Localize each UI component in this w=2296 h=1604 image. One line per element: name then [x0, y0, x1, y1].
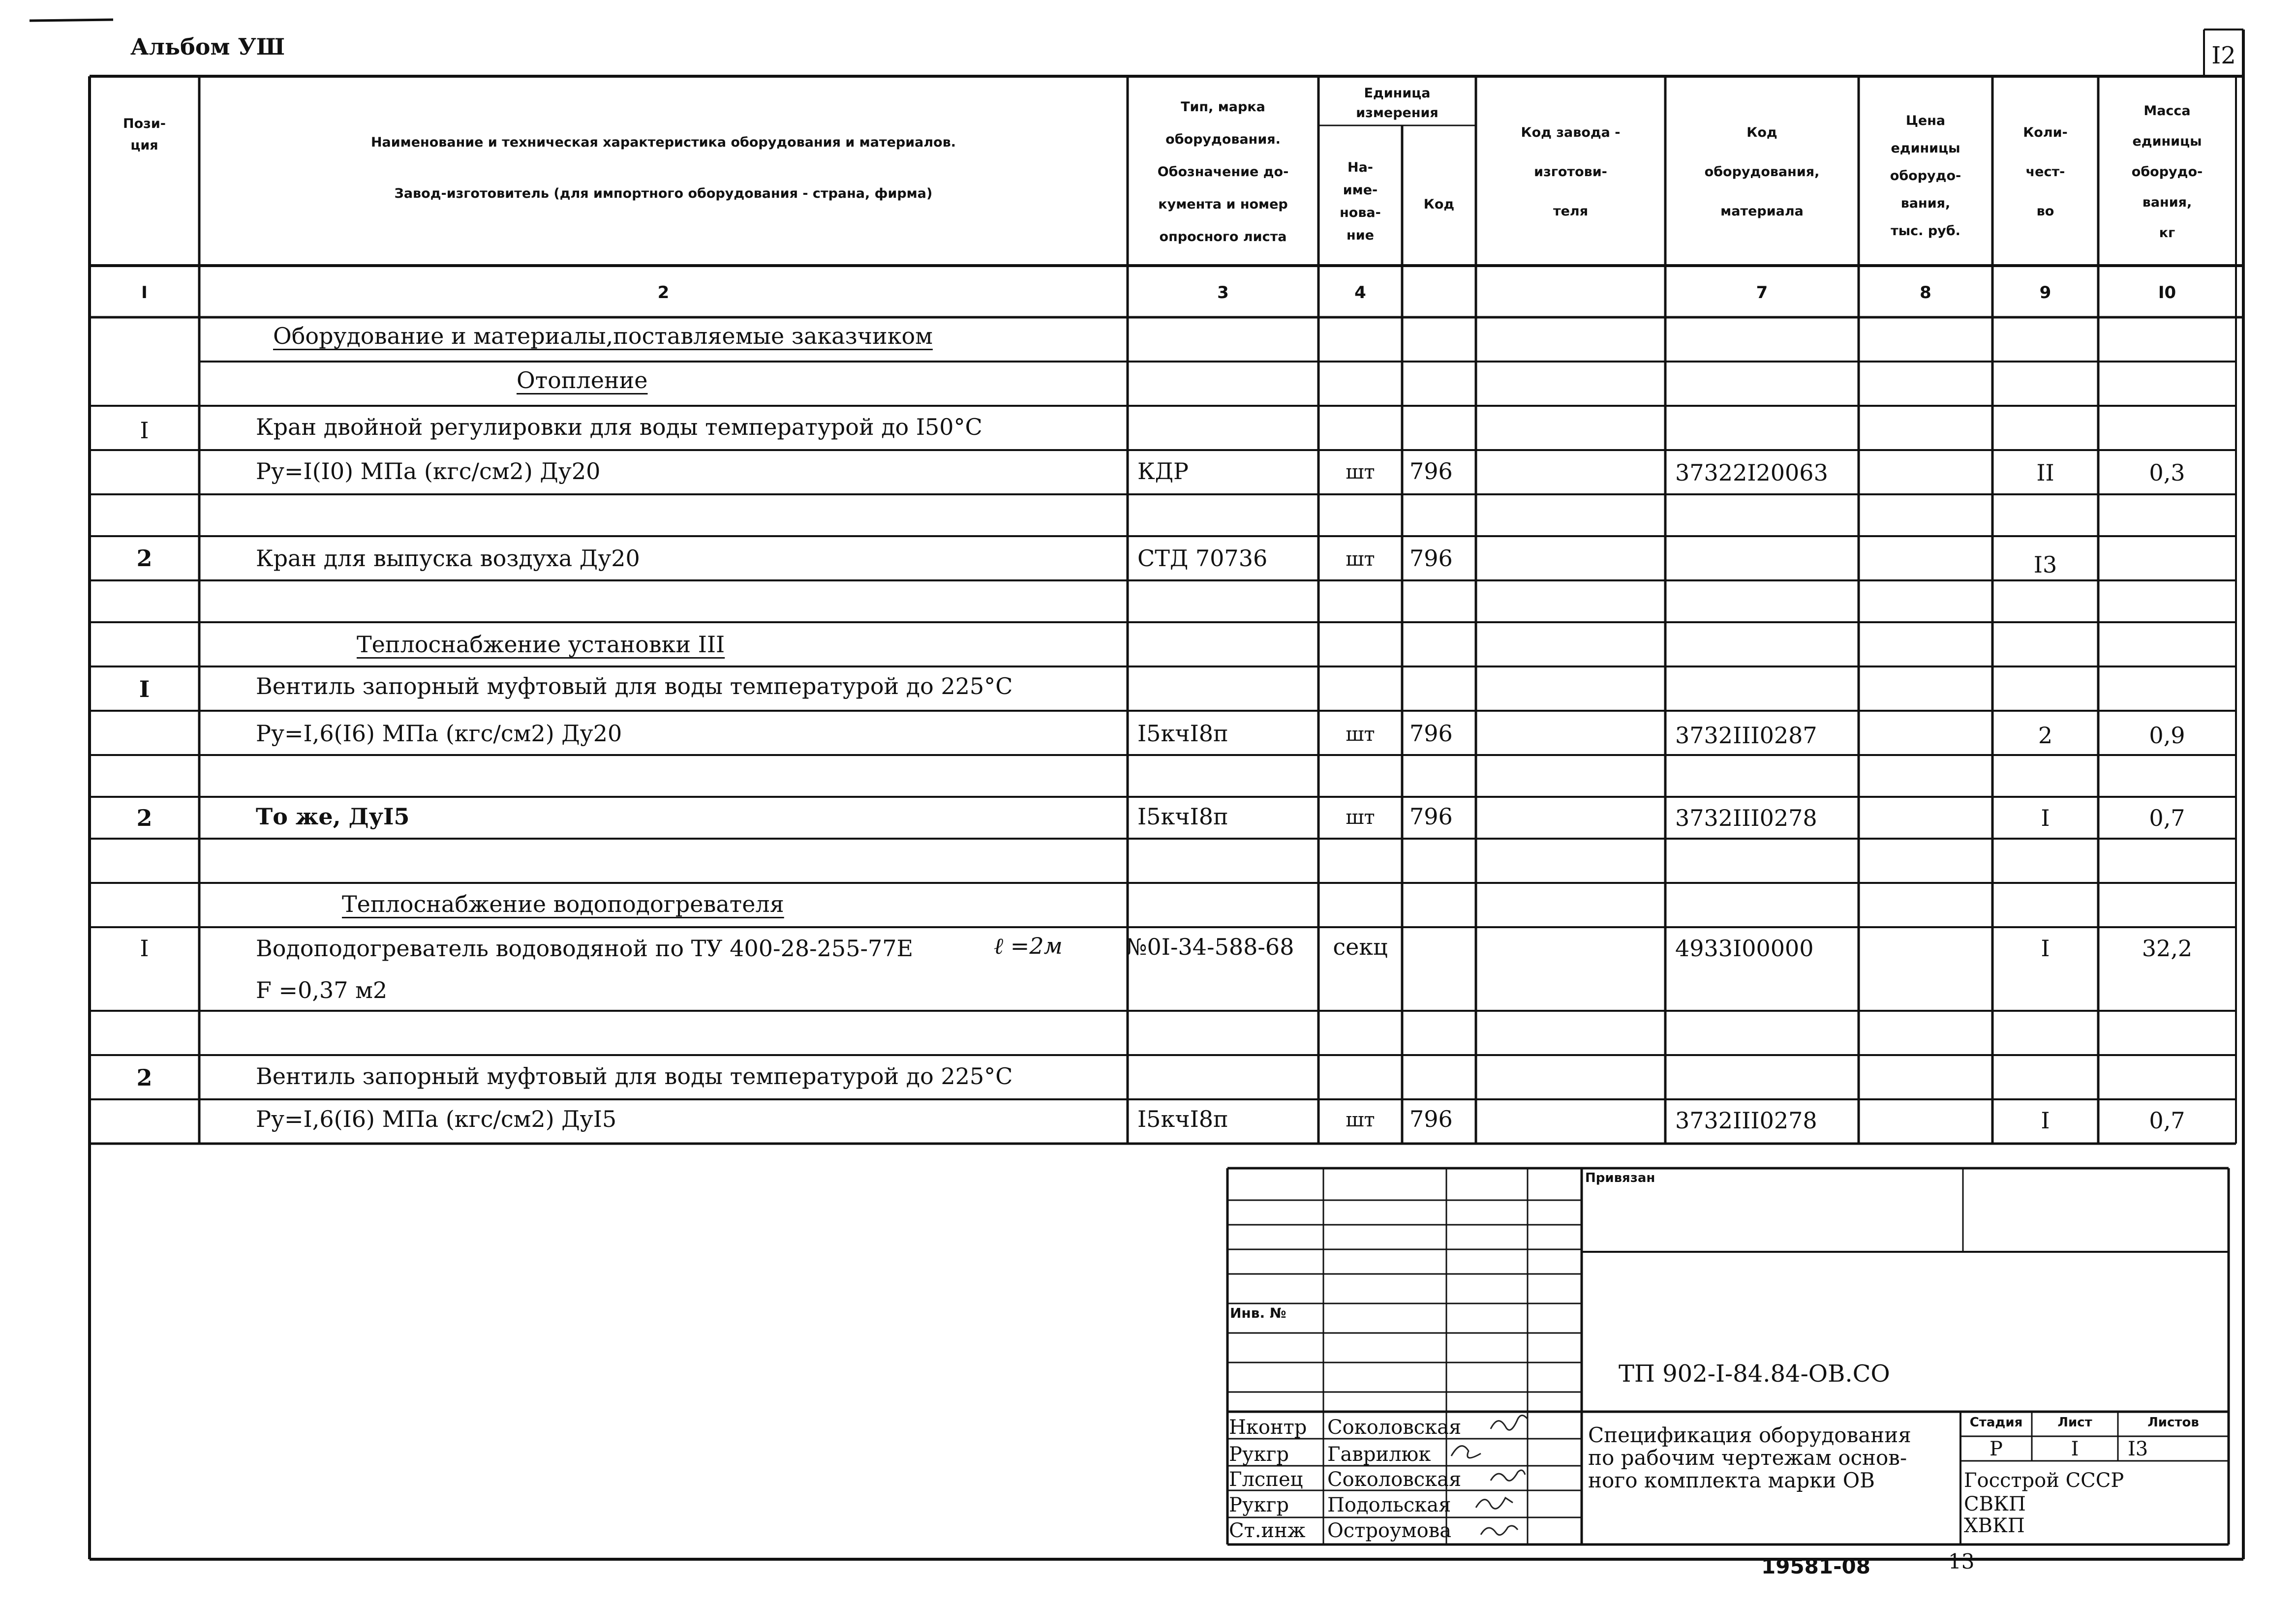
item-unit-code: 796: [1409, 545, 1453, 572]
section-heading-supplied: Оборудование и материалы,поставляемые заказчиком: [273, 323, 933, 349]
stage-label: Стадия: [1969, 1415, 2023, 1430]
stamp-privyazan-label: Привязан: [1585, 1171, 1655, 1185]
stamp-role: Рукгр: [1229, 1443, 1289, 1466]
sheet-value: I: [2071, 1438, 2079, 1460]
header-mass: Масса единицы оборудо- вания, кг: [2131, 103, 2203, 241]
item-type: I5кчI8п: [1137, 1106, 1228, 1132]
header-quantity: Коли- чест- во: [2023, 125, 2068, 219]
item-unit: шт: [1346, 461, 1375, 484]
item-type: I5кчI8п: [1137, 720, 1228, 747]
spec-title: Спецификация оборудования по рабочим чертежам основ- ного комплекта марки ОВ: [1588, 1423, 1911, 1492]
sheets-value: I3: [2128, 1438, 2148, 1460]
col-number-10: I0: [2158, 283, 2176, 303]
org-hvkp: ХВКП: [1964, 1514, 2025, 1537]
item-unit: шт: [1346, 723, 1375, 746]
item-name: Ру=I,6(I6) МПа (кгс/см2) ДуI5: [256, 1106, 617, 1132]
stamp-person: Гаврилюк: [1327, 1443, 1431, 1466]
table-row-position: I: [140, 935, 149, 962]
bottom-page-number: 13: [1948, 1549, 1975, 1574]
item-mass: 0,7: [2149, 1107, 2185, 1134]
item-unit-code: 796: [1409, 458, 1453, 484]
item-material-code: 3732III0278: [1675, 805, 1817, 831]
table-row-position: I: [140, 417, 149, 444]
archive-code: 19581-08: [1761, 1554, 1870, 1578]
item-quantity: I3: [2033, 551, 2057, 578]
stamp-role: Глспец: [1229, 1468, 1303, 1491]
album-label: Альбом УШ: [130, 33, 285, 60]
sheet-label: Лист: [2057, 1415, 2092, 1430]
section-heading-installation: Теплоснабжение установки III: [357, 631, 725, 658]
item-name: Ру=I(I0) МПа (кгс/см2) Ду20: [256, 458, 601, 484]
item-material-code: 3732III0278: [1675, 1107, 1817, 1134]
col-number-7: 7: [1756, 283, 1768, 303]
header-type: Тип, марка оборудования. Обозначение до- кумента и номер опросного листа: [1157, 99, 1289, 244]
item-name: Кран двойной регулировки для воды температурой до I50°С: [256, 414, 982, 440]
stamp-person: Соколовская: [1327, 1468, 1462, 1491]
col-number-8: 8: [1920, 283, 1931, 303]
col-number-3: 3: [1217, 283, 1229, 303]
item-name-length: ℓ =2м: [994, 933, 1063, 959]
item-quantity: I: [2041, 1107, 2050, 1134]
item-name: Ру=I,6(I6) МПа (кгс/см2) Ду20: [256, 720, 622, 747]
header-unit-group: Единица измерения: [1356, 86, 1439, 121]
item-quantity: I: [2041, 935, 2050, 962]
item-type: СТД 70736: [1137, 545, 1268, 572]
header-position: Пози- ция: [123, 116, 166, 153]
item-unit: шт: [1346, 806, 1375, 829]
col-number-9: 9: [2039, 283, 2051, 303]
stamp-person: Подольская: [1327, 1494, 1451, 1516]
header-name: Наименование и техническая характеристика оборудования и материалов.: [370, 135, 956, 150]
item-quantity: II: [2036, 459, 2054, 486]
item-unit-code: 796: [1409, 803, 1453, 830]
col-number-4: 4: [1354, 283, 1366, 303]
header-price: Цена единицы оборудо- вания, тыс. руб.: [1890, 113, 1961, 239]
stamp-role: Ст.инж: [1229, 1519, 1306, 1542]
item-mass: 0,9: [2149, 722, 2185, 749]
item-unit-code: 796: [1409, 720, 1453, 747]
header-material-code: Код оборудования, материала: [1704, 125, 1820, 219]
stamp-person: Остроумова: [1327, 1519, 1452, 1542]
item-unit: шт: [1346, 1109, 1375, 1131]
item-mass: 32,2: [2142, 935, 2193, 962]
item-quantity: I: [2041, 805, 2050, 831]
table-row-position: 2: [136, 545, 153, 572]
item-name: Вентиль запорный муфтовый для воды температурой до 225°С: [256, 1063, 1013, 1090]
header-manufacturer: Завод-изготовитель (для импортного оборудования - страна, фирма): [394, 186, 933, 201]
stamp-role: Нконтр: [1229, 1416, 1307, 1439]
stamp-role: Рукгр: [1229, 1494, 1289, 1516]
section-heading-water-heater: Теплоснабжение водоподогревателя: [342, 891, 784, 917]
item-mass: 0,3: [2149, 459, 2185, 486]
item-quantity: 2: [2038, 722, 2053, 749]
item-mass: 0,7: [2149, 805, 2185, 831]
org-svkp: СВКП: [1964, 1493, 2026, 1515]
table-row-position: 2: [136, 1064, 153, 1091]
item-name: F =0,37 м2: [256, 977, 388, 1003]
item-material-code: 4933I00000: [1675, 935, 1814, 962]
document-code: ТП 902-I-84.84-ОВ.СО: [1619, 1360, 1890, 1388]
item-name: Вентиль запорный муфтовый для воды температурой до 225°С: [256, 673, 1013, 699]
header-unit-code: Код: [1423, 197, 1455, 212]
item-material-code: 3732III0287: [1675, 722, 1817, 749]
sheets-label: Листов: [2147, 1415, 2199, 1430]
col-number-2: 2: [657, 283, 670, 303]
item-name: Водоподогреватель водоводяной по ТУ 400-28-255-77Е: [256, 935, 914, 962]
item-material-code: 37322I20063: [1675, 459, 1828, 486]
item-type: КДР: [1137, 458, 1189, 484]
item-unit: шт: [1346, 548, 1375, 571]
header-unit-name: На- име- нова- ние: [1340, 160, 1381, 243]
table-row-position: 2: [136, 805, 153, 831]
stamp-person: Соколовская: [1327, 1416, 1462, 1439]
stamp-inv-label: Инв. №: [1230, 1305, 1286, 1321]
header-factory-code: Код завода - изготови- теля: [1521, 125, 1621, 219]
item-type: №0I-34-588-68: [1126, 934, 1294, 960]
item-name: Кран для выпуска воздуха Ду20: [256, 545, 640, 572]
col-number-1: I: [141, 283, 148, 303]
sheet-number-corner: I2: [2211, 42, 2236, 69]
stage-value: Р: [1990, 1438, 2003, 1460]
table-row-position: I: [139, 676, 150, 702]
item-unit: секц: [1333, 934, 1388, 960]
org-gosstroy: Госстрой СССР: [1964, 1469, 2124, 1492]
section-heading-heating: Отопление: [517, 367, 648, 393]
item-name: То же, ДуI5: [256, 803, 410, 830]
item-unit-code: 796: [1409, 1106, 1453, 1132]
item-type: I5кчI8п: [1137, 803, 1228, 830]
